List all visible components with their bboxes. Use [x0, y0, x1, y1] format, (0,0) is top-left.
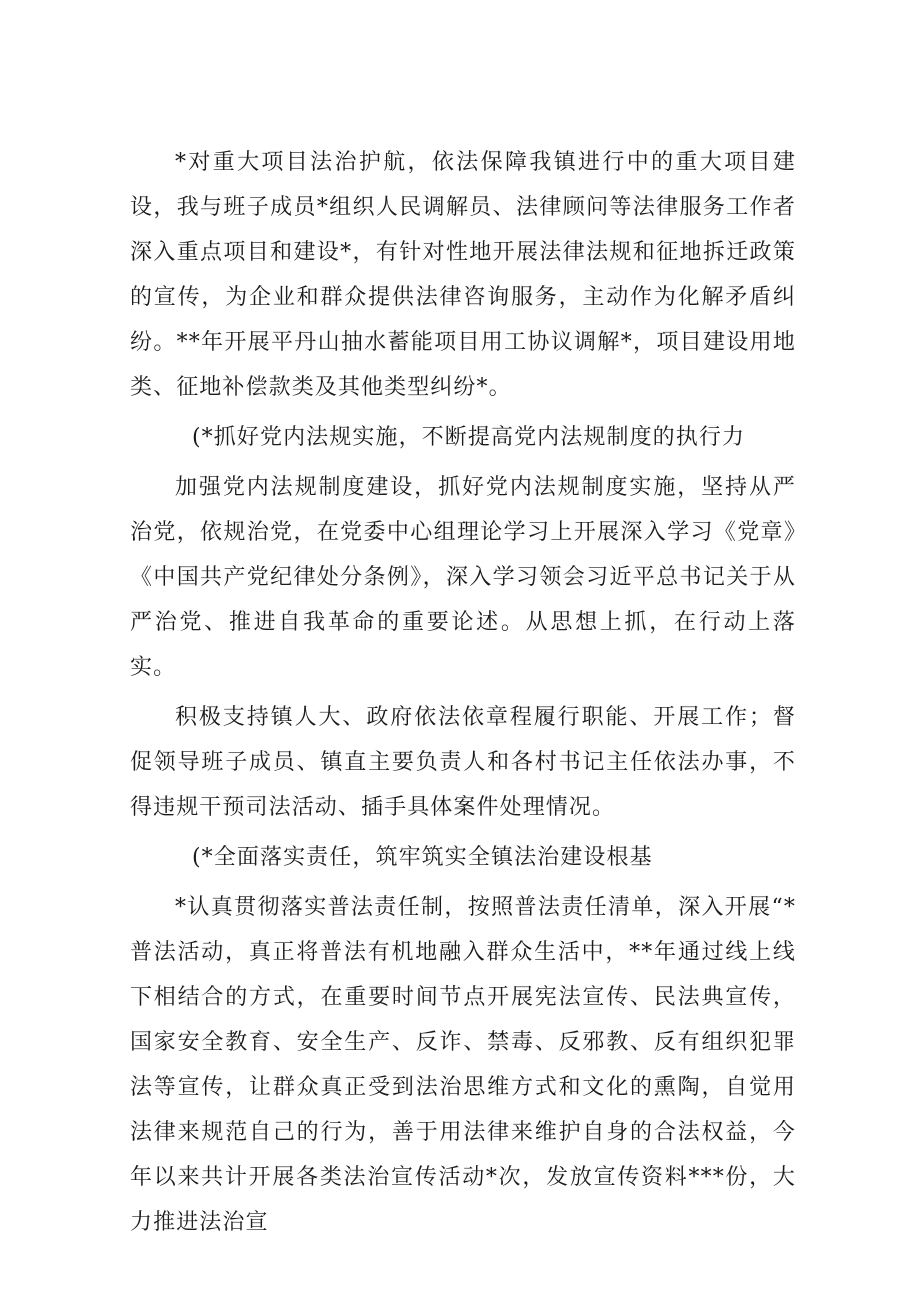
section-heading-responsibility: (*全面落实责任，筑牢筑实全镇法治建设根基 [192, 845, 653, 870]
paragraph-party-regulations: 加强党内法规制度建设，抓好党内法规制度实施，坚持从严治党，依规治党，在党委中心组理论学习上开展深入学习《党章》《中国共产党纪律处分条例》，深入学习领会习近平总书记关于从严治党、推进自我革命的重要论述。从思想上抓，在行动上落实。 [130, 475, 796, 680]
paragraph-legal-publicity: *认真贯彻落实普法责任制，按照普法责任清单，深入开展“*普法活动，真正将普法有机地融入群众生活中，**年通过线上线下相结合的方式，在重要时间节点开展宪法宣传、民法典宣传，国家安全教育、安全生产、反诈、禁毒、反邪教、反有组织犯罪法等宣传，让群众真正受到法治思维方式和文化的熏陶，自觉用法律来规范自己的行为，善于用法律来维护自身的合法权益，今年以来共计开展各类法治宣传活动*次，发放宣传资料***份，大力推进法治宣 [130, 895, 796, 1235]
paragraph-major-projects: *对重大项目法治护航，依法保障我镇进行中的重大项目建设，我与班子成员*组织人民调解员、法律顾问等法律服务工作者深入重点项目和建设*，有针对性地开展法律法规和征地拆迁政策的宣传，为企业和群众提供法律咨询服务，主动作为化解矛盾纠纷。**年开展平丹山抽水蓄能项目用工协议调解*，项目建设用地类、征地补偿款类及其他类型纠纷*。 [130, 150, 796, 400]
section-heading-party-regulations: (*抓好党内法规实施，不断提高党内法规制度的执行力 [192, 425, 746, 450]
paragraph-support-npc: 积极支持镇人大、政府依法依章程履行职能、开展工作；督促领导班子成员、镇直主要负责人和各村书记主任依法办事，不得违规干预司法活动、插手具体案件处理情况。 [130, 705, 796, 820]
document-body [130, 140, 796, 1245]
